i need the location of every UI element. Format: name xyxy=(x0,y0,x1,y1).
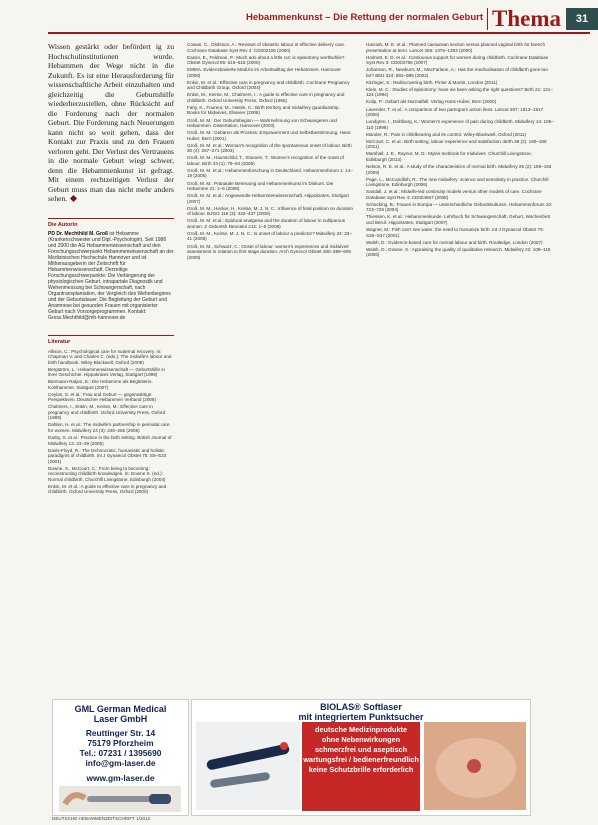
ad-gml-city: 75179 Pforzheim xyxy=(87,738,154,748)
reference-entry: Groß, M. M., Keirse, M. J. N. C.: Is onset of labour a predictor? Midwifery 24: 33–41 (2008) xyxy=(187,230,352,242)
reference-entry: Hodnett, E. D. et al.: Continuous support for women during childbirth. Cochrane Database Syst Rev 3: CD003766 (2007) xyxy=(366,54,549,66)
ad-gml-address xyxy=(53,728,188,768)
reference-entry: Enkin, M. et al.: Effective care in pregnancy and childbirth. Cochrane Pregnancy and Childbirth Group, Oxford (2004) xyxy=(187,79,350,91)
reference-entry: Groß, M. M. et al.: Woman's recognition of the spontaneous onset of labour. Birth 30 (4): 267–271 (2003) xyxy=(187,142,352,154)
header-title: Hebammenkunst – Die Rettung der normalen Geburt xyxy=(245,12,483,23)
references-list-3 xyxy=(366,42,554,259)
reference-entry: Lavender, T. et al.: A comparison of two partogram action lines. Lancet 367: 1813–1817 (2006) xyxy=(366,106,544,118)
reference-entry: Eason, E., Feldman, P.: Much ado about a little cut: is episiotomy worthwhile? Obstet Gynecol 95: 616–618 (2000) xyxy=(187,54,345,66)
reference-entry: Schücking, B.: Frauen in Europa — unterschiedliche Geburtskulturen. Hebammenforum 10: 723–729 (2004) xyxy=(366,201,553,213)
author-heading: Die Autorin xyxy=(48,218,174,229)
reference-entry: Dahlen, H. et al.: The midwife's partnership in perinatal care for women. Midwifery 24 (3): 246–256 (2008) xyxy=(48,422,170,433)
reference-entry: Ceylan, S. et al.: Frau und Geburt — gegenwärtige Perspektiven. Deutscher Hebammen Verband (2008) xyxy=(48,391,157,403)
reference-entry: Allison, C.: Psychological care for maternal recovery. In: Chapman V. and Charles C. (eds.): The midwife's labour and birth handbook. Wiley-Blackwell, Oxford (2009) xyxy=(48,348,172,365)
column-1 xyxy=(48,42,174,496)
reference-entry: Groß, M. M. et al.: Epidural analgesia and the duration of labour in nulliparous women. Z Geburtsh Neonatol 212: 1–5 (2008) xyxy=(187,218,346,229)
reference-entry: Groß, M. M., Schwarz, C.: Onset of labour: women's experiences and midwives' assessment in relation to first stage duration. Arch Gynecol Obstet 280: 899–905 (2009) xyxy=(187,243,351,260)
reference-entry: Groß, M. M. et al.: Hebammenforschung in Deutschland. Hebammenforum 1: 14–19 (2005) xyxy=(187,167,353,179)
reference-entry: Downe, S., McCourt, C.: From being to becoming: reconstructing childbirth knowledges. In: Downe S. (ed.): Normal childbirth. Churchill Livingstone, Edinburgh (2004) xyxy=(48,465,166,482)
ad-gml-title-line1: GML German Medical xyxy=(74,704,167,714)
softlaser-product-icon xyxy=(196,722,300,810)
author-email[interactable]: Gross.Mechthild@mh-hannover.de xyxy=(48,315,126,321)
reference-entry: Davis-Floyd, R.: The technocratic, humanistic and holistic paradigms of childbirth. Int J Gynaecol Obstet 75: S5–S23 (2001) xyxy=(48,447,167,464)
ad-gml-email[interactable]: info@gm-laser.de xyxy=(85,758,156,768)
reference-entry: Groß, M. M.: Gebären als Prozess. Empowerment und Selbstbestimmung. Hans Huber, Bern (2001) xyxy=(187,130,351,141)
benefit-2: ohne Nebenwirkungen xyxy=(321,735,401,744)
reference-entry: Enkin, M. et al.: A guide to effective care in pregnancy and childbirth. Oxford University Press, Oxford (2000) xyxy=(48,483,167,495)
reference-entry: Johanson, R., Newburn, M., MacFarlane, A.: Has the medicalisation of childbirth gone too far? BMJ 324: 892–895 (2002) xyxy=(366,67,548,78)
reference-entry: Lundgren, I., Dahlberg, K.: Women's experience of pain during childbirth. Midwifery 14: 105–110 (1998) xyxy=(366,119,554,130)
ad-biolas-softlaser[interactable] xyxy=(191,699,531,816)
ad-biolas-benefits-banner xyxy=(302,722,420,811)
header-rule xyxy=(48,32,590,34)
reference-entry: Wagner, M.: Fish can't see water: the need to humanize birth. Int J Gynaecol Obstet 75: S25–S37 (2001) xyxy=(366,227,544,238)
reference-entry: EMMA: Evidenzbasierte Medizin im Arbeitsalltag der Hebammen. Hannover (2008) xyxy=(187,67,341,78)
references-list-2 xyxy=(187,42,353,262)
reference-entry: Klein, M. C.: Studies of episiotomy: have we been asking the right questions? Birth 21: 121–124 (1994) xyxy=(366,86,553,98)
reference-entry: Sandall, J. et al.: Midwife-led continuity models versus other models of care. Cochrane Database Syst Rev 4: CD004667 (2008) xyxy=(366,189,542,200)
treatment-photo-icon xyxy=(424,722,526,810)
author-name: PD Dr. Mechthild M. Groß xyxy=(48,231,109,237)
page-header xyxy=(0,0,598,34)
benefit-4: wartungsfrei / bedienerfreundlich xyxy=(303,755,419,764)
reference-entry: Groß, M. M.: Der Geburtsbeginn — Wahrnehmung von Schwangeren und Hebammen. Dissertation, Hannover (2003) xyxy=(187,117,337,129)
reference-entry: Groß, M. M., Hecker, H., Keirse, M. J. N. C.: Influence of fetal position on duration of labour. BJOG 116 (3): 432–437 (2009) xyxy=(187,205,353,217)
reference-entry: Chalmers, I., Enkin, M., Keirse, M.: Effective care in pregnancy and childbirth. Oxford University Press, Oxford (1989) xyxy=(48,404,166,421)
literature-heading: Literatur xyxy=(48,335,174,346)
reference-entry: Kitzinger, S.: Rediscovering birth. Pinter & Martin, London (2011) xyxy=(366,79,498,85)
reference-entry: Fahy, K., Foureur, M., Hastie, C.: Birth territory and midwifery guardianship. Books for Midwives, Elsevier (2008) xyxy=(187,104,340,116)
laser-device-icon xyxy=(59,786,181,812)
article-conclusion xyxy=(48,42,174,204)
reference-entry: Walsh, D.: Evidence-based care for normal labour and birth. Routledge, London (2007) xyxy=(366,239,543,245)
page-footer: DEUTSCHE HEBAMMENZEITSCHRIFT 1/2012 xyxy=(52,816,151,821)
reference-entry: Thiessen, K. et al.: Hebammenkunde. Lehrbuch für Schwangerschaft, Geburt, Wochenbett und Beruf. Hippokrates, Stuttgart (2007) xyxy=(366,214,551,225)
reference-entry: Hannah, M. E. et al.: Planned caesarean section versus planned vaginal birth for breech presentation at term. Lancet 356: 1375–1383 (2000) xyxy=(366,42,546,53)
reference-entry: Groß, M. M.: Pränatale Betreuung und Hebammenkunst im Diskurs. Die Hebamme 21: 1–6 (2008) xyxy=(187,180,334,192)
ad-gml-title-line2: Laser GmbH xyxy=(93,714,148,724)
benefit-5: keine Schutzbrille erforderlich xyxy=(308,765,414,774)
references-list-1 xyxy=(48,349,174,495)
benefit-3: schmerzfrei und aseptisch xyxy=(314,745,408,754)
ad-gml-title xyxy=(53,704,188,724)
reference-entry: Bergström, L.: Hebammenwissenschaft — Geburtshilfe in ihrer Geschichte. Hippokrates Verlag, Stuttgart (1999) xyxy=(48,366,165,378)
reference-entry: Cowan, C., Olofsson, A.: Reviews of obstetric labour in effective delivery care. Cochrane Database Syst Rev 2: CD002106 (2000) xyxy=(187,42,346,53)
reference-entry: Walsh, D., Downe, S.: Appraising the quality of qualitative research. Midwifery 22: 108–119 (2006) xyxy=(366,246,551,258)
reference-entry: Page, L., McCandlish, R.: The new midwifery: science and sensitivity in practice. Churchill Livingstone, Edinburgh (2006) xyxy=(366,176,549,188)
conclusion-text: Wissen gestärkt oder befördert ig zu Hochschulinstitutionen wurde. Hebammen der Wege nicht in die Zukunft. Es ist eine Herausforderung für wissenschaftliche Arbeit einzuhalten und gleichzeitig die Geburtshilfe wiederherzustellen, ohne Rücksicht auf die Forderung nach der normalen Geburt. Die Forderung nach Neuerungen kann nicht so weit gehen, dass der Kontakt zur Praxis und zu den Frauen verloren geht. Der Verlust des Vertrauens in die normale Geburt wiegt schwer, denn die Hebammenkunst ist gefragt. Mit einem rechtzeitigen Verlust der Geburt muss man das nicht mehr anders sehen. xyxy=(48,42,174,203)
section-label: Thema xyxy=(492,6,561,31)
reference-entry: Mander, R.: Pain in childbearing and its control. Wiley-Blackwell, Oxford (2011) xyxy=(366,131,526,137)
header-separator xyxy=(487,8,488,30)
reference-entry: Nelson, R. E. et al.: A study of the characteristics of normal birth. Midwifery 25 (2): 186–193 (2009) xyxy=(366,164,552,175)
reference-entry: Biermann-Ratjen, E.: Die Hebamme als Begleiterin. Kohlhammer, Stuttgart (2007) xyxy=(48,379,153,390)
reference-entry: Darby, S. et al.: Practice in the birth setting. British Journal of Midwifery 13: 23–29 (2005) xyxy=(48,435,172,446)
benefit-1: deutsche Medizinprodukte xyxy=(314,725,408,734)
page-number: 31 xyxy=(566,8,598,30)
ad-gml-street: Reuttinger Str. 14 xyxy=(85,728,156,738)
reference-entry: Groß, M. M., Haunschild, T., Stoexen, T.: Women's recognition of the onset of labour. Birth 33 (1): 79–84 (2006) xyxy=(187,155,344,166)
ad-biolas-title-line2: mit integriertem Punktsucher xyxy=(298,712,424,722)
reference-entry: McCourt, C. et al.: Birth setting, labour experience and satisfaction. Birth 38 (2): 180–188 (2011) xyxy=(366,138,547,150)
ad-biolas-title xyxy=(192,702,530,722)
ad-gml-website[interactable]: www.gm-laser.de xyxy=(86,773,155,783)
ad-gml-laser[interactable] xyxy=(52,699,189,816)
ad-gml-phone: Tel.: 07231 / 1395690 xyxy=(79,748,162,758)
end-of-article-icon xyxy=(70,195,77,202)
reference-entry: Groß, M. M. et al.: Angewandte Hebammenwissenschaft. Hippokrates, Stuttgart (2007) xyxy=(187,193,349,204)
author-bio: ist Hebamme (Krankenschwester und Dipl.-Psychologin). Seit 1986 und 2000 die AG Hebammenwissenschaft und den Forschungsschwerpunkt Hebammenwissenschaft an der Medizinischen Hochschule Hannover und ist Mitherausgeberin der Zeitschrift für Hebammenwissenschaft. Derzeitige Forschungsschwerpunkte: Die Verlängerung der physiologischen Geburt, intrapartale Diagnostik und Wehenmessung bei Schwangerschaft, nach Organtransplantation, der Vergleich des Wehenbeginns und der Geburtsdauer. Die Begleitung der Geburt und Anamnese bei gesunden Frauen mit organisierter Geburt nach Vorsorgeprogrammen. Kontakt: xyxy=(48,231,174,315)
reference-entry: Kolip, P.: Geburt als Normalfall. Verlag Hans Huber, Bern (2000) xyxy=(366,99,497,105)
ad-biolas-title-line1: BIOLAS® Softlaser xyxy=(320,702,402,712)
author-box xyxy=(48,231,174,321)
reference-entry: Marshall, J. E., Raynor, M. D.: Myles textbook for midwives. Churchill Livingstone, Edinburgh (2014) xyxy=(366,151,532,162)
reference-entry: Enkin, M., Keirse, M., Chalmers, I.: A guide to effective care in pregnancy and childbirth. Oxford University Press, Oxford (1995) xyxy=(187,92,345,103)
